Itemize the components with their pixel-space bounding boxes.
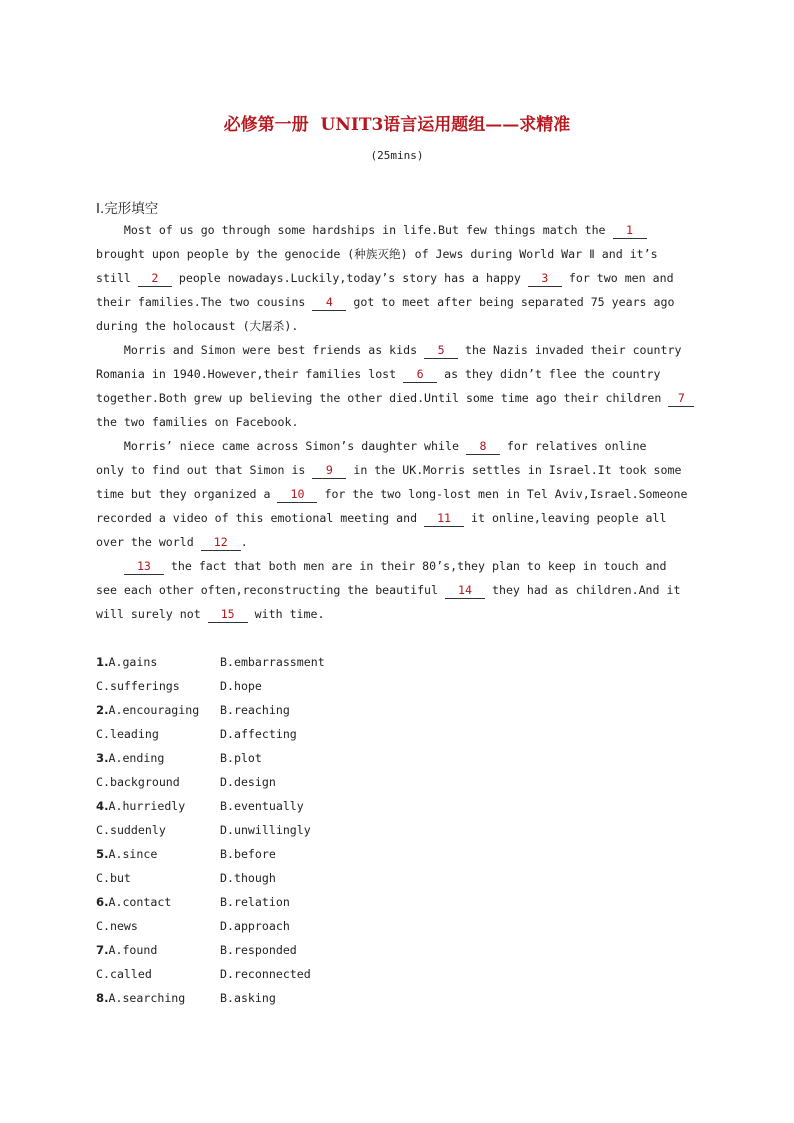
option-a: A.gains [108,655,158,669]
passage-line: will surely not 15 with time. [96,607,325,621]
blank-8: 8 [466,439,500,455]
question-number: 7. [96,943,109,957]
passage-line: only to find out that Simon is 9 in the UK.Morris settles in Israel.It took some [96,463,682,477]
option-row [96,914,325,938]
option-c: C.called [96,967,152,981]
option-d: D.though [220,871,276,885]
passage-line: their families.The two cousins 4 got to meet after being separated 75 years ago [96,295,675,309]
option-c: C.background [96,775,180,789]
option-d: D.design [220,775,276,789]
blank-2: 2 [138,271,172,287]
blank-13: 13 [124,559,164,575]
option-d: D.affecting [220,727,297,741]
option-d: D.unwillingly [220,823,311,837]
question-number: 8. [96,991,109,1005]
blank-15: 15 [208,607,248,623]
option-a: A.encouraging [108,703,200,717]
blank-6: 6 [403,367,437,383]
option-c: C.news [96,919,138,933]
option-a: A.contact [108,895,172,909]
blank-9: 9 [312,463,346,479]
option-b: B.before [220,847,276,861]
option-b: B.plot [220,751,262,765]
option-c: C.but [96,871,131,885]
section-heading: Ⅰ.完形填空 [96,201,159,217]
option-row [96,962,325,986]
option-b: B.reaching [220,703,290,717]
question-number: 4. [96,799,109,813]
question-number: 1. [96,655,109,669]
option-d: D.reconnected [220,967,311,981]
blank-11: 11 [424,511,464,527]
answer-options [96,650,325,1010]
passage-line: Morris and Simon were best friends as kids 5 the Nazis invaded their country [96,343,682,357]
option-row [96,650,325,674]
option-row [96,746,325,770]
time-limit: (25mins) [370,149,424,162]
passage-line: Most of us go through some hardships in life.But few things match the 1 [96,218,696,242]
blank-10: 10 [277,487,317,503]
option-a: A.ending [108,751,165,765]
option-c: C.leading [96,727,159,741]
option-a: A.hurriedly [108,799,186,813]
blank-14: 14 [445,583,485,599]
option-row [96,698,325,722]
option-d: D.approach [220,919,290,933]
passage-line: the two families on Facebook. [96,415,299,429]
option-row [96,986,325,1010]
option-b: B.embarrassment [220,655,325,669]
blank-4: 4 [312,295,346,311]
question-number: 2. [96,703,109,717]
passage-line: Morris’ niece came across Simon’s daughter while 8 for relatives online [96,439,647,453]
blank-7: 7 [668,391,694,407]
passage-line: time but they organized a 10 for the two long-lost men in Tel Aviv,Israel.Someone [96,487,688,501]
option-row [96,818,325,842]
question-number: 5. [96,847,109,861]
option-row [96,722,325,746]
passage-line: brought upon people by the genocide (种族灭绝) of Jews during World War Ⅱ and it’s [96,247,658,261]
option-a: A.since [108,847,158,861]
option-b: B.asking [220,991,276,1005]
passage-line: together.Both grew up believing the other died.Until some time ago their children 7 [96,386,696,410]
option-row [96,938,325,962]
option-b: B.responded [220,943,297,957]
passage-line: 13 the fact that both men are in their 80’s,they plan to keep in touch and [96,554,696,578]
blank-3: 3 [528,271,562,287]
option-row [96,866,325,890]
blank-1: 1 [613,223,647,239]
cloze-passage [96,218,696,626]
page-title: 必修第一册 UNIT3语言运用题组——求精准 [223,115,571,135]
option-a: A.found [108,943,158,957]
option-b: B.relation [220,895,290,909]
passage-line: over the world 12 . [96,535,248,549]
question-number: 6. [96,895,109,909]
option-row [96,794,325,818]
passage-line: still 2 people nowadays.Luckily,today’s story has a happy 3 for two men and [96,271,674,285]
question-number: 3. [96,751,109,765]
blank-5: 5 [424,343,458,359]
blank-12: 12 [201,535,241,551]
option-b: B.eventually [220,799,304,813]
option-c: C.sufferings [96,679,180,693]
option-row [96,770,325,794]
passage-line: during the holocaust (大屠杀). [96,319,299,333]
passage-line: recorded a video of this emotional meeting and 11 it online,leaving people all [96,511,667,525]
option-a: A.searching [108,991,186,1005]
option-row [96,890,325,914]
passage-line: see each other often,reconstructing the beautiful 14 they had as children.And it [96,583,681,597]
option-c: C.suddenly [96,823,166,837]
passage-line: Romania in 1940.However,their families lost 6 as they didn’t flee the country [96,367,661,381]
option-row [96,842,325,866]
option-d: D.hope [220,679,262,693]
option-row [96,674,325,698]
